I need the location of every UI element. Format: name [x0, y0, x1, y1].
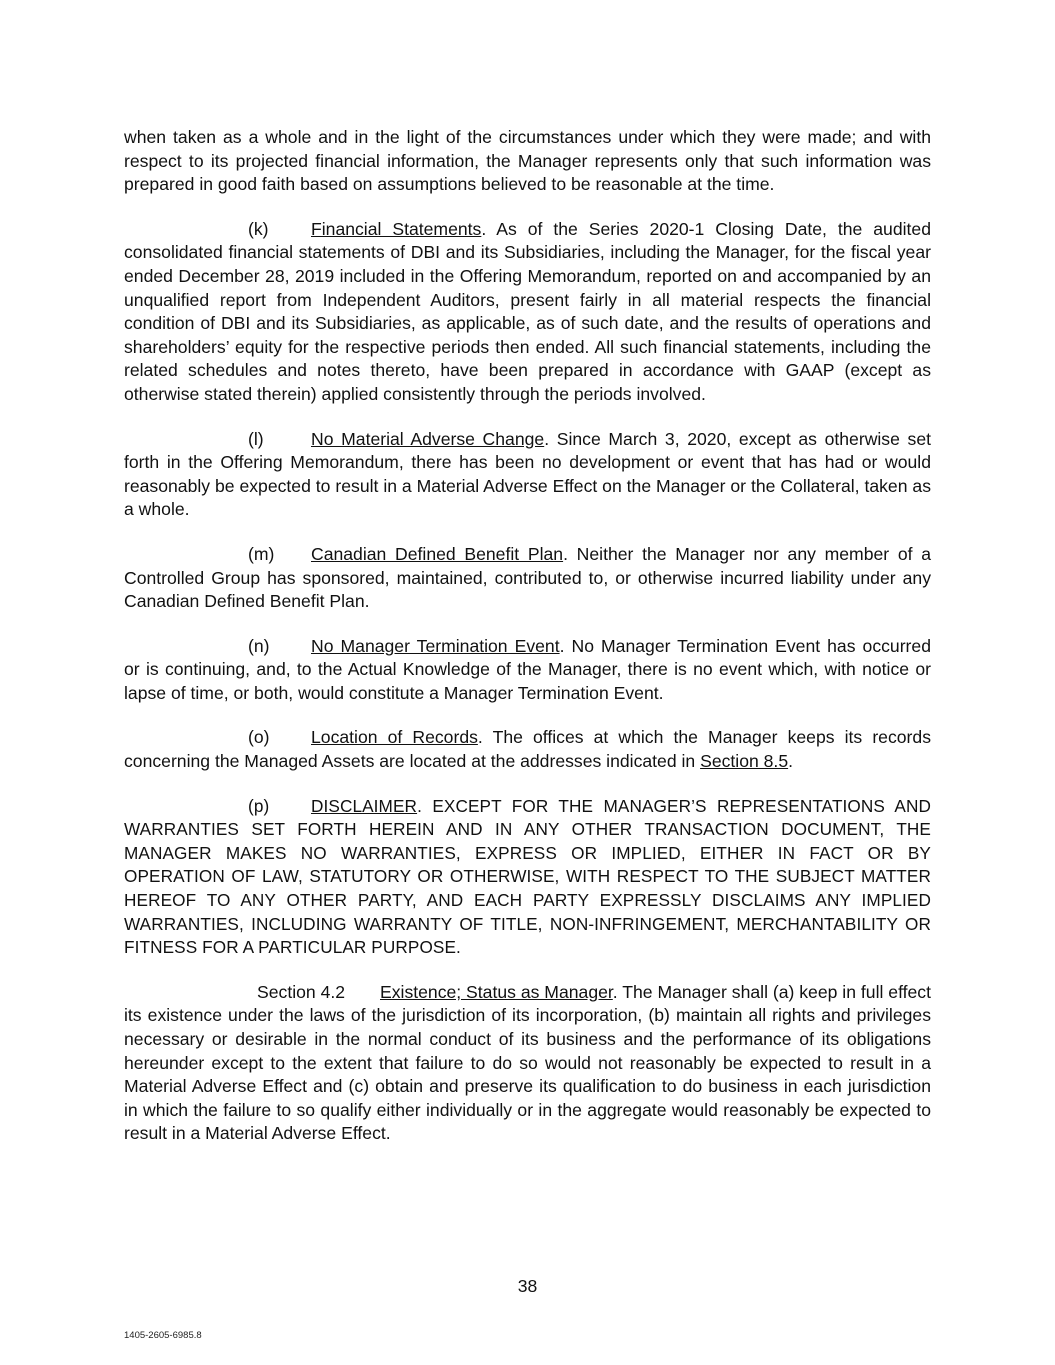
section-text: . The Manager shall (a) keep in full effect its existence under the laws of the jurisdiction of its incorporation, (b) maintain all rights and privileges necessary or desirable in the normal conduct of its business and the performance of its obligations hereunder except to the extent that failure to do so would not reasonably be expected to result in a Material Adverse Effect and (c) obtain and preserve its qualification to do business in each jurisdiction in which the failure to so qualify either individually or in the aggregate would reasonably be expected to result in a Material Adverse Effect. — [124, 981, 931, 1144]
paragraph-label: (k) — [248, 218, 269, 239]
document-body — [124, 126, 931, 1167]
paragraph-heading: Financial Statements — [311, 218, 482, 239]
paragraph-text: . Neither the Manager nor any member of a Controlled Group has sponsored, maintained, contributed to, or otherwise incurred liability under any Canadian Defined Benefit Plan. — [124, 543, 931, 612]
paragraph-label: (m) — [248, 543, 275, 564]
paragraph-label: (l) — [248, 428, 264, 449]
section-4-2 — [124, 981, 931, 1146]
paragraph-n — [124, 635, 931, 706]
intro-paragraph: when taken as a whole and in the light of the circumstances under which they were made; and with respect to its projected financial information, the Manager represents only that such information was prepared in good faith based on assumptions believed to be reasonable at the time. — [124, 127, 931, 195]
paragraph-label: (n) — [248, 635, 270, 656]
page-number: 38 — [517, 1276, 538, 1296]
paragraph-heading: DISCLAIMER — [311, 795, 418, 816]
paragraph-m — [124, 543, 931, 614]
paragraph-text: . No Manager Termination Event has occurred or is continuing, and, to the Actual Knowledge of the Manager, there is no event which, with notice or lapse of time, or both, would constitute a Manager Termination Event. — [124, 635, 931, 703]
paragraph-label: (p) — [248, 795, 270, 816]
paragraph-l — [124, 428, 931, 522]
paragraph-o — [124, 726, 931, 773]
paragraph-text: . Since March 3, 2020, except as otherwise set forth in the Offering Memorandum, there has been no development or event that has had or would reasonably be expected to result in a Material Adverse Effect on the Manager or the Collateral, taken as a whole. — [124, 428, 931, 520]
paragraph-text-end: . — [788, 751, 793, 772]
paragraph-heading: Canadian Defined Benefit Plan — [311, 543, 564, 564]
paragraph-text: . The offices at which the Manager keeps its records concerning the Managed Assets are located at the addresses indicated in — [124, 727, 931, 772]
paragraph-heading: Location of Records — [311, 727, 478, 748]
paragraph-text: . EXCEPT FOR THE MANAGER’S REPRESENTATIONS AND WARRANTIES SET FORTH HEREIN AND IN ANY OTHER TRANSACTION DOCUMENT, THE MANAGER MAKES NO WARRANTIES, EXPRESS OR IMPLIED, EITHER IN FACT OR BY OPERATION OF LAW, STATUTORY OR OTHERWISE, WITH RESPECT TO THE SUBJECT MATTER HEREOF TO ANY OTHER PARTY, AND EACH PARTY EXPRESSLY DISCLAIMS ANY IMPLIED WARRANTIES, INCLUDING WARRANTY OF TITLE, NON-INFRINGEMENT, MERCHANTABILITY OR FITNESS FOR A PARTICULAR PURPOSE. — [124, 795, 931, 958]
section-label: Section 4.2 — [257, 981, 346, 1002]
paragraph-heading: No Manager Termination Event — [311, 635, 560, 656]
paragraph-k — [124, 218, 931, 407]
section-reference-link[interactable]: Section 8.5 — [700, 751, 789, 772]
paragraph-p — [124, 795, 931, 960]
paragraph-text: . As of the Series 2020-1 Closing Date, the audited consolidated financial statements of DBI and its Subsidiaries, including the Manager, for the fiscal year ended December 28, 2019 included in the Offering Memorandum, reported on and accompanied by an unqualified report from Independent Auditors, present fairly in all material respects the financial condition of DBI and its Subsidiaries, as applicable, as of such date, and the results of operations and shareholders’ equity for the respective periods then ended. All such financial statements, including the related schedules and notes thereto, have been prepared in accordance with GAAP (except as otherwise stated therein) applied consistently through the periods involved. — [124, 218, 931, 404]
section-heading: Existence; Status as Manager — [380, 981, 613, 1002]
paragraph-heading: No Material Adverse Change — [311, 428, 545, 449]
paragraph-label: (o) — [248, 727, 270, 748]
document-id: 1405-2605-6985.8 — [124, 1330, 202, 1341]
